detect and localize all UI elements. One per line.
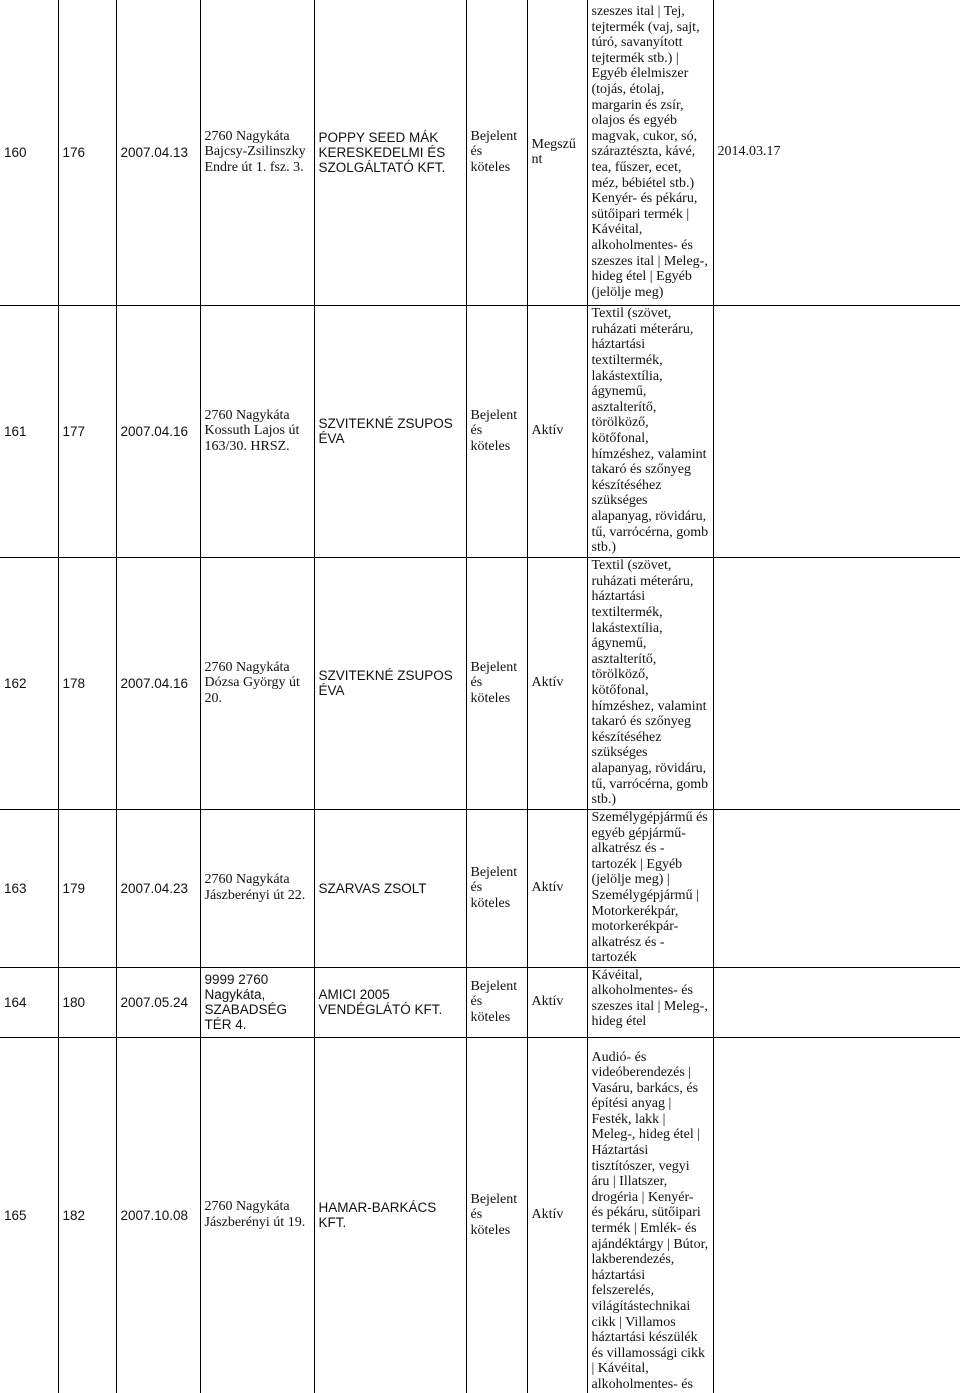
cell-cim: 9999 2760 Nagykáta, SZABADSÉG TÉR 4. [200, 967, 314, 1037]
cell-termekek: Kávéital, alkoholmentes- és szeszes ital | Meleg-, hideg étel [587, 967, 713, 1037]
cell-nyilvantartasi-szam: 176 [58, 0, 116, 305]
cell-allapot: Aktív [527, 557, 587, 809]
cell-nev: SZVITEKNÉ ZSUPOS ÉVA [314, 305, 466, 557]
cell-nyilvantartasi-szam: 180 [58, 967, 116, 1037]
cell-termekek: szeszes ital | Tej, tejtermék (vaj, sajt, túró, savanyított tejtermék stb.) | Egyéb élelmiszer (tojás, étolaj, margarin és zsír, olajos és egyéb magvak, cukor, só, száraztészta, kávé, tea, fűszer, ecet, méz, bébiétel stb.) Kenyér- és pékáru, sütőipari termék | Kávéital, alkoholmentes- és szeszes ital | Meleg-, hideg étel | Egyéb (jelölje meg) [587, 0, 713, 305]
cell-allapot: Aktív [527, 1037, 587, 1393]
table-row [0, 305, 960, 557]
cell-tipus: Bejelentés köteles [466, 0, 527, 305]
cell-termekek: Személygépjármű és egyéb gépjármű-alkatrész és -tartozék | Egyéb (jelölje meg) | Személygépjármű | Motorkerékpár, motorkerékpár-alkatrész és -tartozék [587, 809, 713, 967]
cell-datum: 2007.04.23 [116, 809, 200, 967]
cell-nev: SZARVAS ZSOLT [314, 809, 466, 967]
cell-cim: 2760 Nagykáta Dózsa György út 20. [200, 557, 314, 809]
cell-cim: 2760 Nagykáta Bajcsy-Zsilinszky Endre út 1. fsz. 3. [200, 0, 314, 305]
cell-allapot: Aktív [527, 305, 587, 557]
table-row [0, 1037, 960, 1393]
cell-sorszam: 164 [0, 967, 58, 1037]
cell-tipus: Bejelentés köteles [466, 967, 527, 1037]
cell-cim: 2760 Nagykáta Kossuth Lajos út 163/30. HRSZ. [200, 305, 314, 557]
cell-nyilvantartasi-szam: 179 [58, 809, 116, 967]
cell-sorszam: 163 [0, 809, 58, 967]
cell-nyilvantartasi-szam: 178 [58, 557, 116, 809]
cell-tipus: Bejelentés köteles [466, 305, 527, 557]
cell-sorszam: 165 [0, 1037, 58, 1393]
cell-nev: HAMAR-BARKÁCS KFT. [314, 1037, 466, 1393]
cell-datum: 2007.05.24 [116, 967, 200, 1037]
table-row [0, 557, 960, 809]
table-row [0, 967, 960, 1037]
cell-datum: 2007.04.13 [116, 0, 200, 305]
cell-tipus: Bejelentés köteles [466, 1037, 527, 1393]
cell-tipus: Bejelentés köteles [466, 557, 527, 809]
cell-sorszam: 161 [0, 305, 58, 557]
table-row [0, 0, 960, 305]
cell-termekek: Textil (szövet, ruházati méteráru, háztartási textiltermék, lakástextília, ágynemű, asztalterítő, törölköző, kötőfonal, hímzéshez, valamint takaró és szőnyeg készítéséhez szükséges alapanyag, rövidáru, tű, varrócérna, gomb stb.) [587, 305, 713, 557]
cell-megszunes [713, 967, 960, 1037]
cell-cim: 2760 Nagykáta Jászberényi út 22. [200, 809, 314, 967]
table-row [0, 809, 960, 967]
cell-nev: SZVITEKNÉ ZSUPOS ÉVA [314, 557, 466, 809]
cell-tipus: Bejelentés köteles [466, 809, 527, 967]
cell-sorszam: 162 [0, 557, 58, 809]
cell-termekek: Audió- és videóberendezés | Vasáru, barkács, és építési anyag | Festék, lakk | Meleg-, hideg étel | Háztartási tisztítószer, vegyi áru | Illatszer, drogéria | Kenyér- és pékáru, sütőipari termék | Emlék- és ajándéktárgy | Bútor, lakberendezés, háztartási felszerelés, világítástechnikai cikk | Villamos háztartási készülék és villamossági cikk | Kávéital, alkoholmentes- és [587, 1037, 713, 1393]
cell-megszunes [713, 557, 960, 809]
cell-cim: 2760 Nagykáta Jászberényi út 19. [200, 1037, 314, 1393]
cell-allapot: Megszűnt [527, 0, 587, 305]
cell-megszunes [713, 1037, 960, 1393]
cell-nyilvantartasi-szam: 177 [58, 305, 116, 557]
cell-megszunes: 2014.03.17 [713, 0, 960, 305]
cell-nyilvantartasi-szam: 182 [58, 1037, 116, 1393]
cell-megszunes [713, 809, 960, 967]
cell-nev: AMICI 2005 VENDÉGLÁTÓ KFT. [314, 967, 466, 1037]
cell-sorszam: 160 [0, 0, 58, 305]
cell-datum: 2007.04.16 [116, 305, 200, 557]
cell-megszunes [713, 305, 960, 557]
cell-termekek: Textil (szövet, ruházati méteráru, háztartási textiltermék, lakástextília, ágynemű, asztalterítő, törölköző, kötőfonal, hímzéshez, valamint takaró és szőnyeg készítéséhez szükséges alapanyag, rövidáru, tű, varrócérna, gomb stb.) [587, 557, 713, 809]
cell-allapot: Aktív [527, 967, 587, 1037]
cell-datum: 2007.10.08 [116, 1037, 200, 1393]
cell-nev: POPPY SEED MÁK KERESKEDELMI ÉS SZOLGÁLTATÓ KFT. [314, 0, 466, 305]
cell-allapot: Aktív [527, 809, 587, 967]
cell-datum: 2007.04.16 [116, 557, 200, 809]
